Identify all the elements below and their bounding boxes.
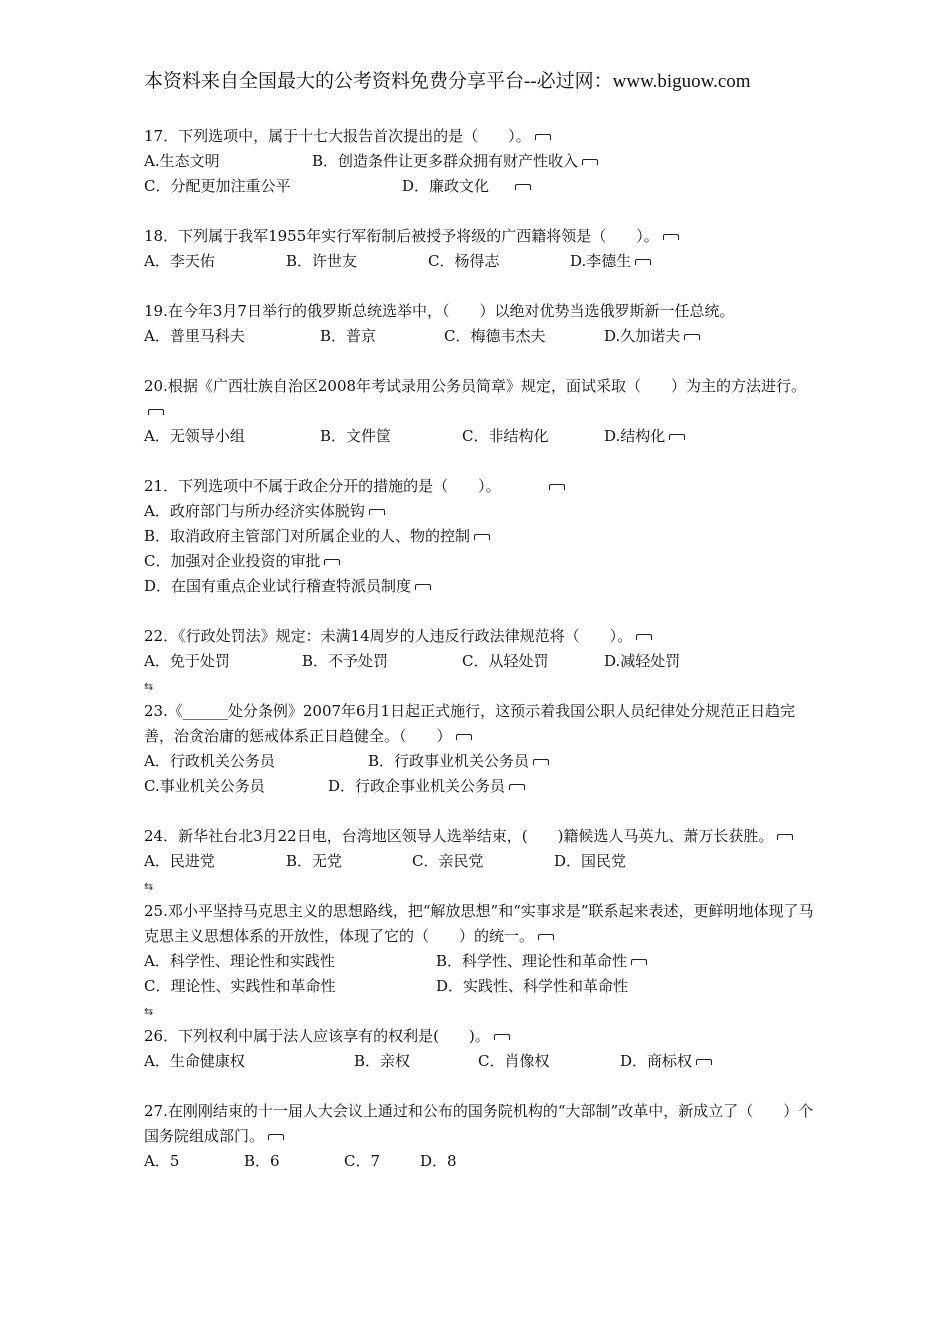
option-b: B．行政事业机关公务员: [368, 749, 549, 774]
line-break-mark-icon: ⇆: [144, 1005, 154, 1018]
option-c: C．从轻处罚: [462, 652, 549, 670]
option-d: D.李德生: [570, 249, 651, 274]
question-text: 26．下列权利中属于法人应该享有的权利是( )。: [144, 1024, 814, 1049]
question-text: 18．下列属于我军1955年实行军衔制后被授予将级的广西籍将领是（ ）。: [144, 224, 814, 249]
paragraph-mark-icon: [515, 184, 531, 190]
paragraph-mark-icon: [535, 134, 551, 140]
paragraph-mark-icon: [533, 759, 549, 765]
paragraph-mark-icon: [474, 534, 490, 540]
option-d: D．国民党: [554, 852, 627, 870]
option-c: C．非结构化: [462, 427, 549, 445]
paragraph-mark-icon: [696, 1059, 712, 1065]
option-a: A．5: [144, 1152, 180, 1170]
option-c: C．分配更加注重公平: [144, 177, 291, 195]
question-list: [144, 124, 814, 1199]
options-row: [144, 1149, 814, 1174]
option-d: D．行政企事业机关公务员: [328, 774, 525, 799]
options-row: [144, 774, 814, 799]
option-b: B．许世友: [286, 252, 358, 270]
option-b: B．创造条件让更多群众拥有财产性收入: [312, 149, 598, 174]
paragraph-mark-icon: [415, 584, 431, 590]
options-row: [144, 424, 814, 449]
option-c: C．杨得志: [428, 252, 500, 270]
options-row: [144, 174, 814, 199]
line-break-mark-icon: ⇆: [144, 680, 154, 693]
option-d: D.减轻处罚: [604, 652, 681, 670]
paragraph-mark-icon: [148, 409, 164, 415]
option-d: D．廉政文化: [402, 174, 531, 199]
option-a: A．政府部门与所办经济实体脱钩: [144, 499, 814, 524]
paragraph-mark-icon: [669, 434, 685, 440]
question-text: 23.《______处分条例》2007年6月1日起正式施行，这预示着我国公职人员纪律处分规范正日趋完善，治贪治庸的惩戒体系正日趋健全。（ ）: [144, 702, 796, 745]
option-c: C．亲民党: [412, 852, 484, 870]
option-a: A．免于处罚: [144, 652, 230, 670]
option-b: B．取消政府主管部门对所属企业的人、物的控制: [144, 524, 814, 549]
question-text: 27.在刚刚结束的十一届人大会议上通过和公布的国务院机构的“大部制”改革中，新成立了（ ）个国务院组成部门。: [144, 1102, 814, 1145]
option-d: D．在国有重点企业试行稽查特派员制度: [144, 574, 814, 599]
question-text: 21．下列选项中不属于政企分开的措施的是（ ）。: [144, 474, 814, 499]
question-20: [144, 374, 814, 449]
options-row: [144, 249, 814, 274]
paragraph-mark-icon: [268, 1134, 284, 1140]
option-a: A.生态文明: [144, 152, 220, 170]
paragraph-mark-icon: [538, 934, 554, 940]
option-c: C．理论性、实践性和革命性: [144, 977, 336, 995]
question-27: [144, 1099, 814, 1174]
question-text: 19.在今年3月7日举行的俄罗斯总统选举中，（ ）以绝对优势当选俄罗斯新一任总统。: [144, 302, 735, 320]
question-25: [144, 899, 814, 1024]
option-b: B．不予处罚: [302, 652, 389, 670]
option-c: C．梅德韦杰夫: [444, 327, 546, 345]
question-text: 25.邓小平坚持马克思主义的思想路线，把“解放思想”和“实事求是”联系起来表述，更鲜明地体现了马克思主义思想体系的开放性，体现了它的（ ）的统一。: [144, 902, 814, 945]
option-d: D．商标权: [620, 1049, 712, 1074]
option-d: D．8: [420, 1152, 457, 1170]
option-a: A．行政机关公务员: [144, 752, 275, 770]
question-26: [144, 1024, 814, 1074]
page-header: 本资料来自全国最大的公考资料免费分享平台--必过网：www.biguow.com: [144, 71, 751, 92]
option-a: A．民进党: [144, 852, 215, 870]
option-d: D.久加诺夫: [604, 324, 700, 349]
question-text: 24．新华社台北3月22日电，台湾地区领导人选举结束，( )籍候选人马英九、萧万长获胜。: [144, 824, 814, 849]
option-c: C.事业机关公务员: [144, 777, 265, 795]
paragraph-mark-icon: [777, 834, 793, 840]
option-a: A．李天佑: [144, 252, 215, 270]
option-b: B．亲权: [354, 1052, 411, 1070]
option-d: D.结构化: [604, 424, 685, 449]
options-row: [144, 649, 814, 674]
paragraph-mark-icon: [636, 634, 652, 640]
question-23: [144, 699, 814, 799]
options-row: [144, 1049, 814, 1074]
question-text: 17．下列选项中，属于十七大报告首次提出的是（ ）。: [144, 124, 814, 149]
option-c: C．7: [344, 1152, 381, 1170]
options-row: [144, 324, 814, 349]
paragraph-mark-icon: [631, 959, 647, 965]
line-break-mark-icon: ⇆: [144, 880, 154, 893]
question-19: [144, 299, 814, 349]
paragraph-mark-icon: [494, 1034, 510, 1040]
option-c: C．加强对企业投资的审批: [144, 549, 814, 574]
option-a: A．无领导小组: [144, 427, 245, 445]
option-c: C．肖像权: [478, 1052, 550, 1070]
question-text: 20.根据《广西壮族自治区2008年考试录用公务员简章》规定，面试采取（ ）为主的方法进行。: [144, 374, 814, 424]
question-24: [144, 824, 814, 899]
question-17: [144, 124, 814, 199]
paragraph-mark-icon: [324, 559, 340, 565]
option-b: B．6: [244, 1152, 280, 1170]
paragraph-mark-icon: [663, 234, 679, 240]
question-18: [144, 224, 814, 274]
options-row: [144, 749, 814, 774]
paragraph-mark-icon: [635, 259, 651, 265]
options-row: [144, 149, 814, 174]
question-22: [144, 624, 814, 699]
paragraph-mark-icon: [369, 509, 385, 515]
question-21: [144, 474, 814, 599]
option-a: A．生命健康权: [144, 1052, 245, 1070]
paragraph-mark-icon: [549, 484, 565, 490]
option-b: B．文件筐: [320, 427, 392, 445]
options-row: [144, 974, 814, 999]
option-d: D．实践性、科学性和革命性: [436, 977, 629, 995]
option-a: A．普里马科夫: [144, 327, 245, 345]
option-b: B．普京: [320, 327, 377, 345]
option-a: A．科学性、理论性和实践性: [144, 952, 335, 970]
question-text: 22．《行政处罚法》规定：未满14周岁的人违反行政法律规范将（ ）。: [144, 624, 814, 649]
options-row: [144, 849, 814, 874]
options-row: [144, 949, 814, 974]
paragraph-mark-icon: [509, 784, 525, 790]
paragraph-mark-icon: [684, 334, 700, 340]
option-b: B．无党: [286, 852, 343, 870]
paragraph-mark-icon: [456, 734, 472, 740]
option-b: B．科学性、理论性和革命性: [436, 949, 647, 974]
paragraph-mark-icon: [582, 159, 598, 165]
